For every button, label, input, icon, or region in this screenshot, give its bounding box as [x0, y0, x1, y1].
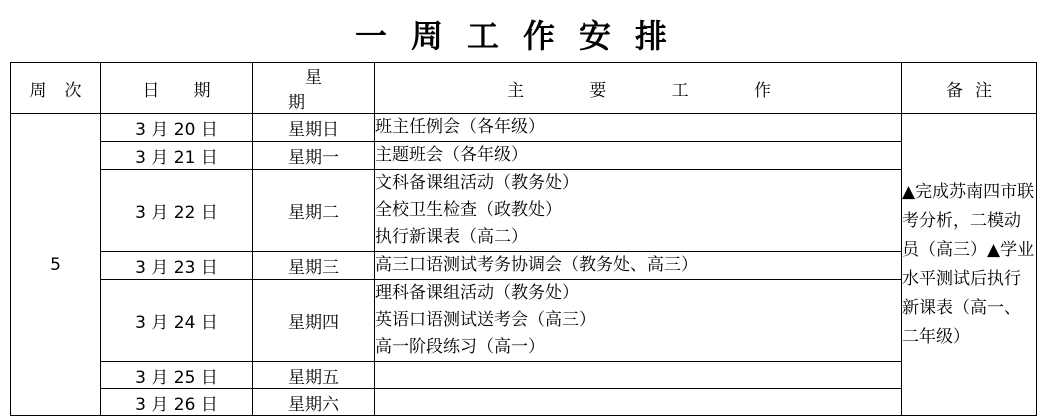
schedule-table — [10, 62, 1037, 416]
day-cell: 星期日 — [253, 114, 375, 142]
day-cell: 星期一 — [253, 142, 375, 170]
table-row — [11, 114, 1037, 142]
header-work-char: 要 — [589, 80, 607, 101]
date-cell: 3 月 22 日 — [101, 170, 253, 252]
work-item: 全校卫生检查（政教处） — [375, 200, 562, 220]
work-item: 理科备课组活动（教务处） — [375, 283, 579, 303]
date-cell: 3 月 25 日 — [101, 362, 253, 389]
date-cell: 3 月 21 日 — [101, 142, 253, 170]
day-cell: 星期五 — [253, 362, 375, 389]
work-item: 班主任例会（各年级） — [375, 117, 545, 137]
day-cell: 星期六 — [253, 389, 375, 416]
work-cell — [375, 389, 902, 416]
table-row — [11, 252, 1037, 280]
work-cell — [375, 142, 902, 170]
header-week: 周次 — [11, 63, 101, 114]
header-date: 日期 — [101, 63, 253, 114]
work-cell — [375, 280, 902, 362]
table-row — [11, 280, 1037, 362]
work-item: 主题班会（各年级） — [375, 145, 528, 165]
note-cell: ▲完成苏南四市联考分析，二模动员（高三）▲学业水平测试后执行新课表（高一、二年级） — [902, 114, 1037, 416]
work-item: 英语口语测试送考会（高三） — [375, 310, 596, 330]
header-work-char: 主 — [507, 80, 524, 101]
date-cell: 3 月 23 日 — [101, 252, 253, 280]
date-cell: 3 月 20 日 — [101, 114, 253, 142]
day-cell: 星期四 — [253, 280, 375, 362]
table-row — [11, 170, 1037, 252]
table-row — [11, 142, 1037, 170]
work-item: 执行新课表（高二） — [375, 227, 528, 247]
date-cell: 3 月 26 日 — [101, 389, 253, 416]
table-row — [11, 362, 1037, 389]
header-note: 备注 — [902, 63, 1037, 114]
header-row — [11, 63, 1037, 114]
work-cell — [375, 114, 902, 142]
work-item: 高一阶段练习（高一） — [375, 337, 545, 357]
work-cell — [375, 362, 902, 389]
header-work-char: 工 — [671, 80, 689, 101]
day-cell: 星期二 — [253, 170, 375, 252]
work-cell — [375, 170, 902, 252]
week-number-cell: 5 — [11, 114, 101, 416]
header-work — [375, 63, 902, 114]
work-item: 文科备课组活动（教务处） — [375, 173, 579, 193]
day-cell: 星期三 — [253, 252, 375, 280]
date-cell: 3 月 24 日 — [101, 280, 253, 362]
work-cell — [375, 252, 902, 280]
header-day: 星期 — [253, 63, 375, 114]
table-row — [11, 389, 1037, 416]
page-title: 一周工作安排 — [354, 17, 691, 55]
work-item: 高三口语测试考务协调会（教务处、高三） — [375, 255, 698, 275]
header-work-char: 作 — [753, 80, 771, 101]
